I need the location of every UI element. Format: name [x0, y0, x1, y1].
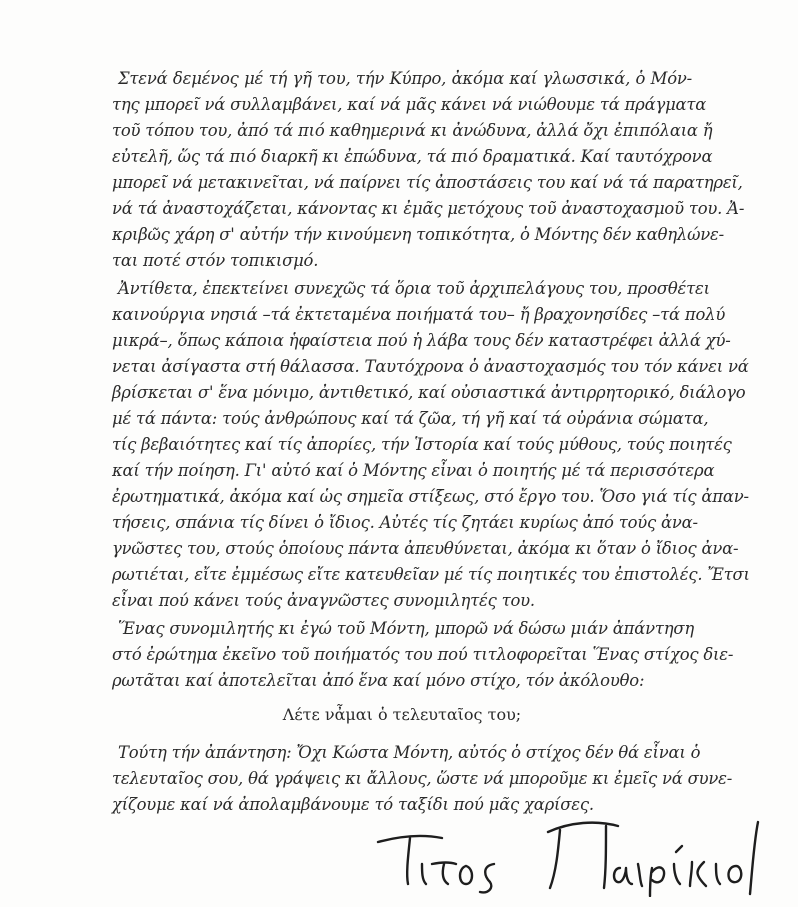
text-line: κριβῶς χάρη σ' αὐτήν τήν κινούμενη τοπικότητα, ὁ Μόντης δέν καθηλώνε-: [112, 225, 724, 244]
handwritten-signature: [370, 812, 760, 897]
paragraph-2: [112, 276, 750, 614]
closing-paragraph: [112, 740, 733, 818]
text-line: τίς βεβαιότητες καί τίς ἀπορίες, τήν Ἱστορία καί τούς μύθους, τούς ποιητές: [112, 435, 732, 454]
text-line: ται ποτέ στόν τοπικισμό.: [112, 251, 319, 270]
text-line: Τούτη τήν ἀπάντηση: Ὄχι Κώστα Μόντη, αὐτός ὁ στίχος δέν θά εἶναι ὁ: [118, 743, 701, 762]
text-line: βρίσκεται σ' ἕνα μόνιμο, ἀντιθετικό, καί οὐσιαστικά ἀντιρρητορικό, διάλογο: [112, 383, 746, 402]
text-line: χίζουμε καί νά ἀπολαμβάνουμε τό ταξίδι πού μᾶς χαρίσες.: [112, 795, 594, 814]
text-line: Ἀντίθετα, ἐπεκτείνει συνεχῶς τά ὅρια τοῦ ἀρχιπελάγους του, προσθέτει: [118, 279, 710, 298]
text-line: γνῶστες του, στούς ὁποίους πάντα ἀπευθύνεται, ἀκόμα κι ὅταν ὁ ἴδιος ἀνα-: [112, 539, 739, 558]
text-line: νά τά ἀναστοχάζεται, κάνοντας κι ἐμᾶς μετόχους τοῦ ἀναστοχασμοῦ του. Ἀ-: [112, 199, 745, 218]
text-line: στό ἐρώτημα ἐκεῖνο τοῦ ποιήματός του πού τιτλοφορεῖται Ἕνας στίχος διε-: [112, 645, 734, 664]
text-line: Ἕνας συνομιλητής κι ἐγώ τοῦ Μόντη, μπορῶ νά δώσω μιάν ἀπάντηση: [118, 619, 694, 638]
text-line: εἶναι πού κάνει τούς ἀναγνῶστες συνομιλητές του.: [112, 591, 535, 610]
text-line: ρωτᾶται καί ἀποτελεῖται ἀπό ἕνα καί μόνο στίχο, τόν ἀκόλουθο:: [112, 671, 645, 690]
paragraph-1: [112, 66, 745, 274]
text-line: τοῦ τόπου του, ἀπό τά πιό καθημερινά κι ἀνώδυνα, ἀλλά ὄχι ἐπιπόλαια ἤ: [112, 121, 713, 140]
text-line: ἐρωτηματικά, ἀκόμα καί ὡς σημεῖα στίξεως, στό ἔργο του. Ὅσο γιά τίς ἀπαν-: [112, 487, 749, 506]
document-body: [112, 66, 750, 820]
text-line: μπορεῖ νά μετακινεῖται, νά παίρνει τίς ἀποστάσεις του καί νά τά παρατηρεῖ,: [112, 173, 743, 192]
text-line: μέ τά πάντα: τούς ἀνθρώπους καί τά ζῶα, τή γῆ καί τά οὐράνια σώματα,: [112, 409, 709, 428]
text-line: της μπορεῖ νά συλλαμβάνει, καί νά μᾶς κάνει νά νιώθουμε τά πράγματα: [112, 95, 707, 114]
text-line: καινούργια νησιά –τά ἐκτεταμένα ποιήματά του– ἤ βραχονησίδες –τά πολύ: [112, 305, 726, 324]
text-line: ρωτιέται, εἴτε ἐμμέσως εἴτε κατευθεῖαν μέ τίς ποιητικές του ἐπιστολές. Ἔτσι: [112, 565, 750, 584]
paragraph-3: [112, 616, 734, 694]
quoted-verse: Λέτε νἆμαι ὁ τελευταῖος του;: [282, 705, 522, 724]
text-line: τελευταῖος σου, θά γράψεις κι ἄλλους, ὥστε νά μποροῦμε κι ἐμεῖς νά συνε-: [112, 769, 733, 788]
text-line: εὐτελῆ, ὥς τά πιό διαρκῆ κι ἐπώδυνα, τά πιό δραματικά. Καί ταυτόχρονα: [112, 147, 713, 166]
text-line: τήσεις, σπάνια τίς δίνει ὁ ἴδιος. Αὐτές τίς ζητάει κυρίως ἀπό τούς ἀνα-: [112, 513, 698, 532]
text-line: καί τήν ποίηση. Γι' αὐτό καί ὁ Μόντης εἶναι ὁ ποιητής μέ τά περισσότερα: [112, 461, 715, 480]
text-line: νεται ἀσίγαστα στή θάλασσα. Ταυτόχρονα ὁ ἀναστοχασμός του τόν κάνει νά: [112, 357, 749, 376]
text-line: μικρά–, ὅπως κάποια ἡφαίστεια πού ἡ λάβα τους δέν καταστρέφει ἀλλά χύ-: [112, 331, 731, 350]
text-line: Στενά δεμένος μέ τή γῆ του, τήν Κύπρο, ἀκόμα καί γλωσσικά, ὁ Μόν-: [118, 69, 692, 88]
